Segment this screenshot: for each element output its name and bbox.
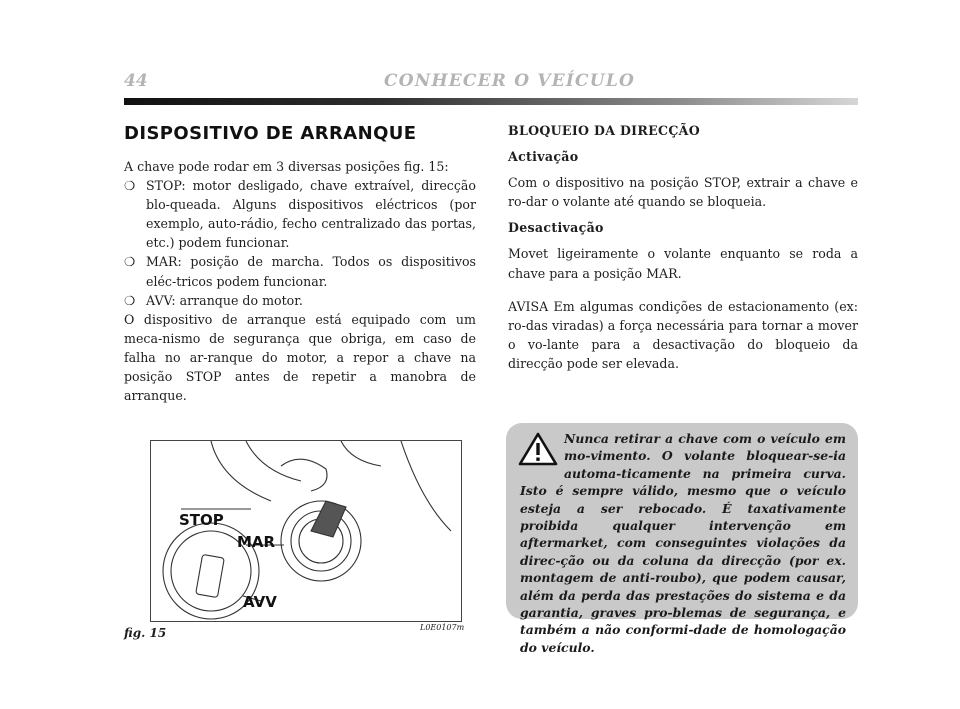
bullet-marker: ❍: [124, 178, 136, 194]
bullet-avv: [124, 291, 476, 310]
left-column: [124, 157, 476, 405]
figure-ignition-switch: [150, 440, 462, 622]
bullet-text: STOP: motor desligado, chave extraível, direcção blo-queada. Alguns dispositivos eléctricos (por exemplo, auto-rádio, fecho centralizado das portas, etc.) podem funcionar.: [146, 178, 476, 251]
warning-text: Nunca retirar a chave com o veículo em mo-vimento. O volante bloquear-se-ia automa-ticamente na primeira curva. Isto é sempre válido, mesmo que o veículo esteja a ser rebocado. É taxativamente proibida qualquer intervenção em aftermarket, com conseguintes violações da direc-ção ou da coluna da direcção (por ex. montagem de anti-roubo), que podem causar, além da perda das prestações do sistema e da garantia, graves pro-blemas de segurança, e também a não conformi-dade de homologação do veículo.: [520, 431, 846, 655]
section-title: DISPOSITIVO DE ARRANQUE: [124, 123, 417, 144]
steering-lock-heading: BLOQUEIO DA DIRECÇÃO: [508, 123, 701, 138]
label-mar: MAR: [237, 533, 276, 551]
bullet-mar: [124, 252, 476, 290]
label-avv: AVV: [243, 593, 277, 611]
deactivation-text: Movet ligeiramente o volante enquanto se roda a chave para a posição MAR.: [508, 246, 858, 281]
figure-caption: fig. 15: [124, 626, 167, 640]
header-rule: [124, 98, 858, 105]
intro-text: A chave pode rodar em 3 diversas posições fig. 15:: [124, 159, 449, 174]
running-title: CONHECER O VEÍCULO: [384, 71, 635, 91]
bullet-text: MAR: posição de marcha. Todos os dispositivos eléc-tricos podem funcionar.: [146, 254, 476, 289]
right-column: [508, 121, 858, 373]
bullet-marker: ❍: [124, 292, 136, 308]
dash-line: [211, 441, 271, 501]
bullet-stop: [124, 176, 476, 252]
warning-text-block: [520, 430, 846, 656]
ignition-illustration: [151, 441, 461, 621]
dash-line: [281, 459, 327, 491]
dash-line: [341, 441, 381, 466]
dash-line: [246, 441, 301, 481]
deactivation-title: Desactivação: [508, 220, 604, 236]
figure-code: L0E0107m: [420, 623, 465, 632]
label-stop: STOP: [179, 511, 224, 529]
closing-paragraph: O dispositivo de arranque está equipado com um meca-nismo de segurança que obriga, em caso de falha no ar-ranque do motor, a repor a chave na posição STOP antes de repetir a manobra de arranque.: [124, 311, 476, 404]
dash-line: [401, 441, 451, 531]
bullet-marker: ❍: [124, 254, 136, 270]
bullet-text: AVV: arranque do motor.: [146, 292, 303, 308]
page-number: 44: [124, 71, 148, 91]
note-text: AVISA Em algumas condições de estacionamento (ex: ro-das viradas) a força necessária para tornar a mover o vo-lante para a desactivação do bloqueio da direcção pode ser elevada.: [508, 298, 858, 371]
warning-triangle-icon: [518, 432, 558, 466]
activation-title: Activação: [508, 149, 579, 165]
key-slot: [196, 554, 225, 597]
activation-text: Com o dispositivo na posição STOP, extrair a chave e ro-dar o volante até quando se bloqueia.: [508, 175, 858, 210]
